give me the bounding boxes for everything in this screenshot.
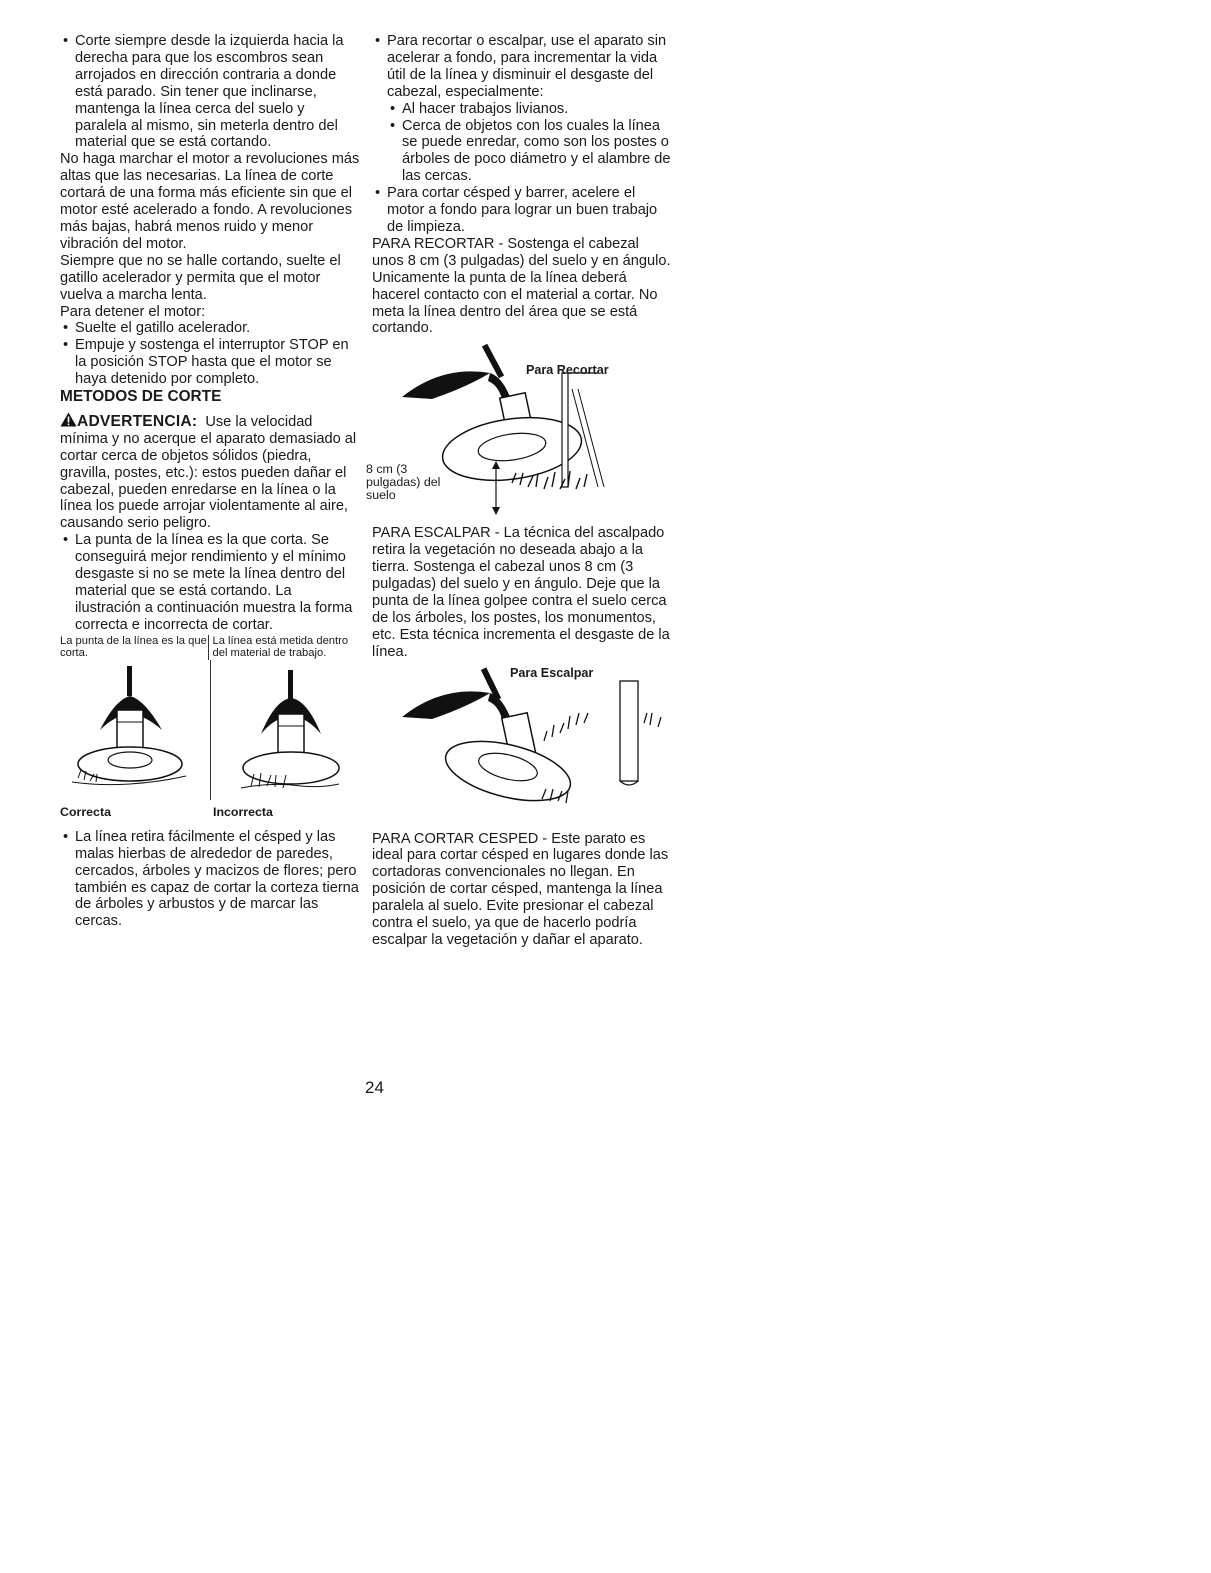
trimmer-head-incorrect-illustration [211, 660, 361, 800]
section-heading: METODOS DE CORTE [60, 388, 222, 406]
list-item [372, 33, 672, 185]
trimmer-head-correct-illustration [60, 660, 210, 800]
list-item: • Al hacer trabajos livianos. [387, 101, 672, 118]
trim-figure [366, 337, 672, 515]
list-item: • Suelte el gatillo acelerador. [60, 320, 360, 337]
figure-captions [60, 635, 360, 660]
figure-incorrect [210, 660, 361, 800]
warning-text: Use la velocidad mínima y no acerque el aparato demasiado al cortar cerca de objetos sólidos (piedra, gravilla, postes, etc.): estos pueden dañar el cabezal, pueden enredarse en la línea o la línea los puede arrojar violentamente al aire, causando serio peligro. [60, 413, 357, 532]
list-item: • La punta de la línea es la que corta. Se conseguirá mejor rendimiento y el mínimo desgaste si no se mete la línea dentro del material que se está cortando. La ilustración a continuación muestra la forma correcta e incorrecta de cortar. [60, 532, 360, 633]
trim-figure-note: 8 cm (3 pulgadas) del suelo [366, 462, 441, 503]
caption-incorrect: La línea está metida dentro del material de trabajo. [208, 635, 361, 660]
warning-paragraph [60, 412, 360, 532]
trim-figure-title: Para Recortar [526, 363, 609, 378]
label-correct: Correcta [60, 804, 111, 819]
scalp-paragraph: PARA ESCALPAR - La técnica del ascalpado retira la vegetación no deseada abajo a la tierra. Sostenga el cabezal unos 8 cm (3 pulgadas) del suelo y en ángulo. Deje que la punta de la línea golpee contra el suelo cerca de los árboles, los postes, los monumentos, etc. Esta técnica incrementa el desgaste de la línea. [372, 525, 670, 660]
final-bullet-list [60, 829, 360, 930]
stop-bullet-list [60, 320, 360, 388]
accel-bullet-list [372, 33, 672, 236]
scalp-figure [372, 661, 672, 823]
accel-sub-list [387, 101, 672, 186]
intro-bullet-list [60, 33, 360, 151]
trim-paragraph: PARA RECORTAR - Sostenga el cabezal unos 8 cm (3 pulgadas) del suelo y en ángulo. Unicamente la punta de la línea deberá hacerel contacto con el material a cortar. No meta la línea dentro del área que se está cortando. [372, 235, 671, 337]
paragraph-rpm: No haga marchar el motor a revoluciones más altas que las necesarias. La línea de corte cortará de una forma más eficiente sin que el motor esté acelerado a fondo. A revoluciones más bajas, habrá menos ruido y menor vibración del motor. [60, 151, 360, 252]
label-incorrect: Incorrecta [213, 804, 273, 819]
list-item: • Corte siempre desde la izquierda hacia la derecha para que los escombros sean arrojados en dirección contraria a donde está parado. Sin tener que inclinarse, mantenga la línea cerca del suelo y paralela al mismo, sin meterla dentro del material que se está cortando. [60, 33, 360, 151]
figure-labels [60, 804, 360, 821]
stop-intro: Para detener el motor: [60, 303, 206, 320]
paragraph-idle: Siempre que no se halle cortando, suelte el gatillo acelerador y permita que el motor vuelva a marcha lenta. [60, 252, 341, 303]
list-item: • Empuje y sostenga el interruptor STOP en la posición STOP hasta que el motor se haya detenido por completo. [60, 337, 360, 388]
list-item: • Cerca de objetos con los cuales la línea se puede enredar, como son los postes o árboles de poco diámetro y el alambre de las cercas. [387, 118, 672, 186]
list-item: • Para cortar césped y barrer, acelere el motor a fondo para lograr un buen trabajo de limpieza. [372, 185, 672, 236]
list-item: • La línea retira fácilmente el césped y las malas hierbas de alrededor de paredes, cercados, árboles y macizos de flores; pero también es capaz de cortar la corteza tierna de árboles y arbustos y de marcar las cercas. [60, 829, 360, 930]
scalping-illustration [372, 661, 672, 823]
correct-incorrect-figure [60, 660, 360, 800]
right-column [366, 33, 672, 949]
warning-label: ADVERTENCIA: [77, 412, 198, 430]
caption-correct: La punta de la línea es la que corta. [60, 634, 207, 660]
left-column [60, 33, 360, 930]
page-number: 24 [365, 1078, 384, 1097]
figure-correct [60, 660, 210, 800]
warning-triangle-icon [60, 412, 77, 427]
mow-paragraph: PARA CORTAR CESPED - Este parato es ideal para cortar césped en lugares donde las cortadoras convencionales no llegan. En posición de cortar césped, mantenga la línea paralela al suelo. Evite presionar el cabezal contra el suelo, ya que de hacerlo podría escalpar la vegetación y dañar el aparato. [372, 830, 669, 948]
tip-bullet-list [60, 532, 360, 633]
scalp-figure-title: Para Escalpar [510, 665, 594, 680]
accel-bullet-text: Para recortar o escalpar, use el aparato sin acelerar a fondo, para incrementar la vida útil de la línea y disminuir el desgaste del cabezal, especialmente: [387, 33, 667, 100]
